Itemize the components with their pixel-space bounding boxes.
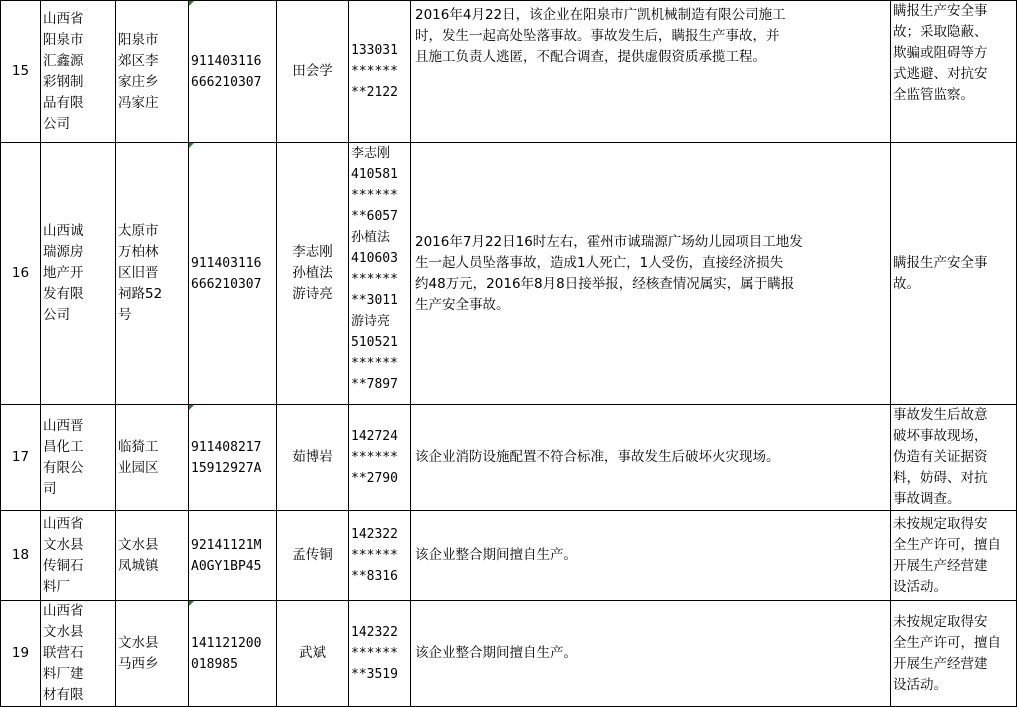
- table-row: [1, 1, 1017, 143]
- company-name-line: 公司: [43, 115, 70, 132]
- company-address-line: 区旧晋: [118, 265, 159, 281]
- responsible-person-line: 李志刚: [292, 244, 333, 260]
- violation-type: [891, 1, 1017, 143]
- credit-code: [189, 143, 277, 405]
- responsible-person-line: 茹博岩: [292, 449, 333, 465]
- violation-type-line: 未按规定取得安: [893, 613, 988, 630]
- id-number-line: 410603: [351, 251, 398, 266]
- company-name-line: 司: [43, 480, 57, 497]
- responsible-person-line: 田会学: [292, 63, 333, 79]
- violation-type-line: 开展生产经营建: [893, 655, 988, 672]
- company-address-line: 临猗工: [118, 438, 159, 455]
- row-number: [1, 601, 41, 707]
- company-name-line: 山西晋: [43, 417, 84, 434]
- credit-code-line: 141121200: [191, 635, 262, 651]
- company-name-line: 联营石: [43, 645, 84, 661]
- company-name-line: 公司: [43, 307, 70, 323]
- credit-code-line: 911403116: [191, 255, 262, 271]
- id-number-line: **3519: [351, 667, 398, 682]
- company-name-line: 山西诚: [43, 223, 84, 239]
- responsible-person: [277, 143, 349, 405]
- violation-facts: [411, 405, 891, 511]
- violation-facts-line: 该企业消防设施配置不符合标准，事故发生后破坏火灾现场。: [415, 449, 780, 465]
- company-address-line: 阳泉市: [118, 31, 159, 48]
- responsible-person-line: 孙植法: [292, 265, 333, 281]
- company-name-line: 有限公: [43, 459, 84, 476]
- responsible-person: [277, 405, 349, 511]
- credit-code-line: 911403116: [191, 53, 262, 69]
- violation-type: [891, 511, 1017, 601]
- id-number: [349, 511, 411, 601]
- responsible-person-line: 游诗亮: [292, 286, 333, 302]
- id-number-line: 510521: [351, 335, 398, 350]
- row-number: [1, 143, 41, 405]
- company-address-line: 马西乡: [118, 655, 159, 672]
- violation-facts: [411, 143, 891, 405]
- company-address: [116, 511, 189, 601]
- violation-type-line: 未按规定取得安: [893, 515, 988, 532]
- violation-type-line: 伪造有关证据资: [893, 449, 988, 465]
- credit-code-line: 911408217: [191, 439, 262, 455]
- id-number-line: **2122: [351, 85, 398, 100]
- id-number-line: ******: [351, 356, 398, 371]
- cell-marker-icon: [189, 143, 194, 148]
- violation-facts-line: 2016年7月22日16时左右，霍州市诚瑞源广场幼儿园项目工地发: [415, 233, 803, 250]
- company-name-line: 传铜石: [43, 557, 84, 574]
- company-address-line: 文水县: [118, 536, 159, 553]
- violation-type-line: 破坏事故现场，: [893, 428, 988, 444]
- credit-code-line: 018985: [191, 656, 238, 672]
- id-number-line: ******: [351, 548, 398, 563]
- id-number-line: **7897: [351, 377, 398, 392]
- violation-type-line: 瞒报生产安全事: [893, 3, 988, 19]
- responsible-person: [277, 601, 349, 707]
- cell-marker-icon: [189, 601, 194, 606]
- table-row: [1, 601, 1017, 707]
- credit-code: [189, 1, 277, 143]
- credit-code: [189, 405, 277, 511]
- company-address: [116, 143, 189, 405]
- credit-code: [189, 601, 277, 707]
- id-number-line: 410581: [351, 167, 398, 182]
- row-number-text: 19: [11, 645, 30, 661]
- responsible-person-line: 武斌: [299, 645, 326, 661]
- id-number-line: 游诗亮: [351, 314, 391, 329]
- responsible-person: [277, 1, 349, 143]
- id-number-line: ******: [351, 450, 398, 465]
- company-name: [41, 511, 116, 601]
- id-number-line: **6057: [351, 209, 398, 224]
- violation-type-line: 欺骗或阻碍等方: [893, 45, 988, 61]
- company-name-line: 地产开: [43, 265, 84, 281]
- table-row: [1, 511, 1017, 601]
- violation-facts-line: 约48万元，2016年8月8日接举报，经核查情况属实，属于瞒报: [415, 275, 795, 292]
- id-number: [349, 601, 411, 707]
- cell-marker-icon: [189, 405, 194, 410]
- company-name-line: 文水县: [43, 624, 84, 640]
- company-name-line: 材有限: [43, 687, 84, 703]
- violation-type-line: 瞒报生产安全事: [893, 254, 988, 271]
- credit-code-line: 666210307: [191, 276, 262, 292]
- id-number-line: **2790: [351, 471, 398, 486]
- violation-facts: [411, 601, 891, 707]
- violation-type: [891, 143, 1017, 405]
- row-number: [1, 511, 41, 601]
- company-name-line: 料厂: [43, 578, 70, 595]
- violation-type-line: 设活动。: [893, 676, 947, 693]
- id-number-line: 李志刚: [351, 146, 391, 161]
- violation-facts: [411, 1, 891, 143]
- violation-type-line: 全监管监察。: [893, 87, 974, 103]
- violation-facts-line: 2016年4月22日，该企业在阳泉市广凯机械制造有限公司施工: [415, 7, 786, 23]
- credit-code-line: 666210307: [191, 74, 262, 90]
- row-number-text: 18: [11, 547, 30, 563]
- violation-facts-line: 时，发生一起高处坠落事故。事故发生后，瞒报生产事故，并: [415, 28, 780, 44]
- company-address-line: 万柏林: [118, 244, 159, 260]
- company-name-line: 文水县: [43, 536, 84, 553]
- company-name-line: 汇鑫源: [43, 52, 84, 69]
- violation-type-line: 设活动。: [893, 578, 947, 595]
- id-number: [349, 1, 411, 143]
- violation-facts-line: 生一起人员坠落事故，造成1人死亡，1人受伤，直接经济损失: [415, 254, 784, 271]
- company-name-line: 发有限: [43, 286, 84, 302]
- company-address-line: 号: [118, 307, 132, 323]
- row-number-text: 15: [11, 63, 30, 79]
- company-name-line: 料厂建: [43, 666, 84, 682]
- violation-facts: [411, 511, 891, 601]
- id-number-line: ******: [351, 646, 398, 661]
- credit-code: [189, 511, 277, 601]
- company-name: [41, 405, 116, 511]
- id-number-line: 142322: [351, 527, 398, 542]
- id-number: [349, 405, 411, 511]
- company-name: [41, 143, 116, 405]
- row-number: [1, 405, 41, 511]
- row-number-text: 16: [11, 265, 30, 281]
- company-address: [116, 601, 189, 707]
- company-name-line: 山西省: [43, 10, 84, 27]
- id-number-line: 142322: [351, 625, 398, 640]
- violation-facts-line: 且施工负责人逃匿，不配合调查，提供虚假资质承揽工程。: [415, 49, 766, 65]
- company-address-line: 冯家庄: [118, 94, 159, 111]
- cell-marker-icon: [189, 1, 194, 6]
- credit-code-line: 15912927A: [191, 460, 262, 476]
- credit-code-line: A0GY1BP45: [191, 558, 262, 574]
- id-number-line: 133031: [351, 43, 398, 58]
- company-address-line: 家庄乡: [118, 73, 159, 90]
- violation-type-line: 全生产许可，擅自: [893, 536, 1001, 553]
- company-address-line: 文水县: [118, 634, 159, 651]
- company-name-line: 山西省: [43, 603, 84, 619]
- id-number-line: ******: [351, 64, 398, 79]
- company-address: [116, 405, 189, 511]
- id-number-line: ******: [351, 272, 398, 287]
- company-name-line: 山西省: [43, 515, 84, 532]
- responsible-person-line: 孟传铜: [292, 547, 333, 563]
- company-address: [116, 1, 189, 143]
- id-number-line: **8316: [351, 569, 398, 584]
- id-number: [349, 143, 411, 405]
- company-address-line: 郊区李: [118, 52, 159, 69]
- violation-type-line: 事故发生后故意: [893, 407, 988, 423]
- company-name: [41, 601, 116, 707]
- row-number: [1, 1, 41, 143]
- violation-facts-line: 该企业整合期间擅自生产。: [415, 547, 577, 563]
- violation-type-line: 全生产许可，擅自: [893, 634, 1001, 651]
- violation-type-line: 式逃避、对抗安: [893, 66, 988, 82]
- company-name-line: 品有限: [43, 94, 84, 111]
- company-name: [41, 1, 116, 143]
- violation-facts-line: 该企业整合期间擅自生产。: [415, 645, 577, 661]
- violation-type-line: 故。: [893, 275, 920, 292]
- company-name-line: 彩钢制: [43, 73, 84, 90]
- company-name-line: 瑞源房: [43, 244, 84, 260]
- id-number-line: **3011: [351, 293, 398, 308]
- violation-type-line: 事故调查。: [893, 491, 961, 507]
- company-name-line: 阳泉市: [43, 31, 84, 48]
- violation-facts-line: 生产安全事故。: [415, 296, 510, 313]
- id-number-line: 孙植法: [351, 230, 391, 245]
- responsible-person: [277, 511, 349, 601]
- row-number-text: 17: [11, 449, 30, 465]
- company-address-line: 业园区: [118, 459, 159, 476]
- company-address-line: 太原市: [118, 223, 159, 239]
- id-number-line: 142724: [351, 429, 398, 444]
- company-name-line: 昌化工: [43, 438, 84, 455]
- table-row: [1, 405, 1017, 511]
- violation-type-line: 料，妨碍、对抗: [893, 470, 988, 486]
- violation-type: [891, 601, 1017, 707]
- violation-type-line: 开展生产经营建: [893, 557, 988, 574]
- credit-code-line: 92141121M: [191, 537, 262, 553]
- company-address-line: 祠路52: [118, 286, 163, 302]
- violation-type: [891, 405, 1017, 511]
- violation-type-line: 故；采取隐蔽、: [893, 24, 988, 40]
- id-number-line: ******: [351, 188, 398, 203]
- table-row: [1, 143, 1017, 405]
- company-address-line: 凤城镇: [118, 557, 159, 574]
